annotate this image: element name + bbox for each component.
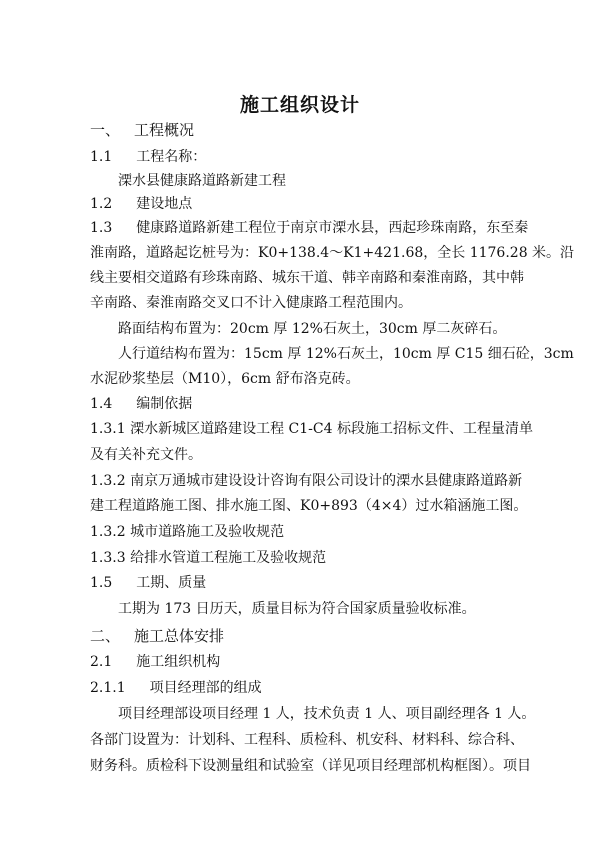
- section-1-1-heading: [90, 148, 206, 166]
- basis-item-4: 1.3.3 给排水管道工程施工及验收规范: [90, 550, 327, 566]
- sidewalk-structure-line-2: 水泥砂浆垫层（M10），6cm 舒布洛克砖。: [90, 371, 360, 387]
- section-1-4-number: 1.4: [90, 396, 113, 412]
- basis-item-1-line-2: 及有关补充文件。: [90, 447, 202, 463]
- section-1-2-number: 1.2: [90, 196, 113, 212]
- basis-item-2-line-2: 建工程道路施工图、排水施工图、K0+893（4×4）过水箱涵施工图。: [90, 498, 528, 514]
- sidewalk-structure-line-1: 人行道结构布置为：15cm 厚 12%石灰土，10cm 厚 C15 细石砼，3cm: [118, 346, 574, 362]
- section-2-1-1-number: 2.1.1: [90, 680, 126, 696]
- section-1-5-heading: [90, 574, 206, 592]
- road-structure-text: 路面结构布置为：20cm 厚 12%石灰土，30cm 厚二灰碎石。: [118, 321, 507, 337]
- section-1-3-number: 1.3: [90, 220, 113, 236]
- basis-item-2-line-1: 1.3.2 南京万通城市建设设计咨询有限公司设计的溧水县健康路道路新: [90, 473, 523, 489]
- section-1-2-heading: [90, 195, 192, 213]
- section-1-1-title: 工程名称：: [136, 149, 207, 165]
- duration-quality-text: 工期为 173 日历天，质量目标为符合国家质量验收标准。: [118, 601, 476, 617]
- section-1-3-paragraph-line-2: 淮南路，道路起讫桩号为：K0+138.4～K1+421.68，全长 1176.28 米。沿: [90, 245, 575, 261]
- section-1-4-heading: [90, 395, 192, 413]
- section-2-title: 施工总体安排: [134, 627, 225, 645]
- section-2-1-title: 施工组织机构: [136, 654, 221, 670]
- section-1-2-title: 建设地点: [136, 196, 193, 212]
- section-2-heading: [90, 627, 224, 645]
- section-1-4-title: 编制依据: [136, 396, 193, 412]
- section-2-number: 二、: [90, 627, 121, 645]
- section-1-3-paragraph-line-3: 线主要相交道路有珍珠南路、城东干道、韩辛南路和秦淮南路，其中韩: [90, 270, 524, 286]
- basis-item-3: 1.3.2 城市道路施工及验收规范: [90, 524, 285, 540]
- section-1-3-paragraph-line-1: 1.3 健康路道路新建工程位于南京市溧水县，西起珍珠南路，东至秦: [90, 220, 529, 236]
- section-2-1-number: 2.1: [90, 654, 113, 670]
- project-name: 溧水县健康路道路新建工程: [118, 173, 286, 189]
- section-1-title: 工程概况: [134, 121, 195, 139]
- section-2-1-1-heading: [90, 679, 262, 697]
- section-1-5-title: 工期、质量: [136, 575, 207, 591]
- section-1-1-number: 1.1: [90, 149, 113, 165]
- section-1-heading: [90, 121, 194, 139]
- org-paragraph-line-1: 项目经理部设项目经理 1 人，技术负责 1 人、项目副经理各 1 人。: [118, 706, 536, 722]
- section-1-number: 一、: [90, 121, 121, 139]
- org-paragraph-line-3: 财务科。质检科下设测量组和试验室（详见项目经理部机构框图）。项目: [90, 758, 531, 774]
- section-2-1-1-title: 项目经理部的组成: [149, 680, 262, 696]
- section-1-3-paragraph-line-4: 辛南路、秦淮南路交叉口不计入健康路工程范围内。: [90, 295, 412, 311]
- section-2-1-heading: [90, 653, 220, 671]
- basis-item-1-line-1: 1.3.1 溧水新城区道路建设工程 C1-C4 标段施工招标文件、工程量清单: [90, 421, 533, 437]
- document-title: 施工组织设计: [239, 94, 360, 116]
- section-1-5-number: 1.5: [90, 575, 113, 591]
- org-paragraph-line-2: 各部门设置为：计划科、工程科、质检科、机安科、材料科、综合科、: [90, 732, 524, 748]
